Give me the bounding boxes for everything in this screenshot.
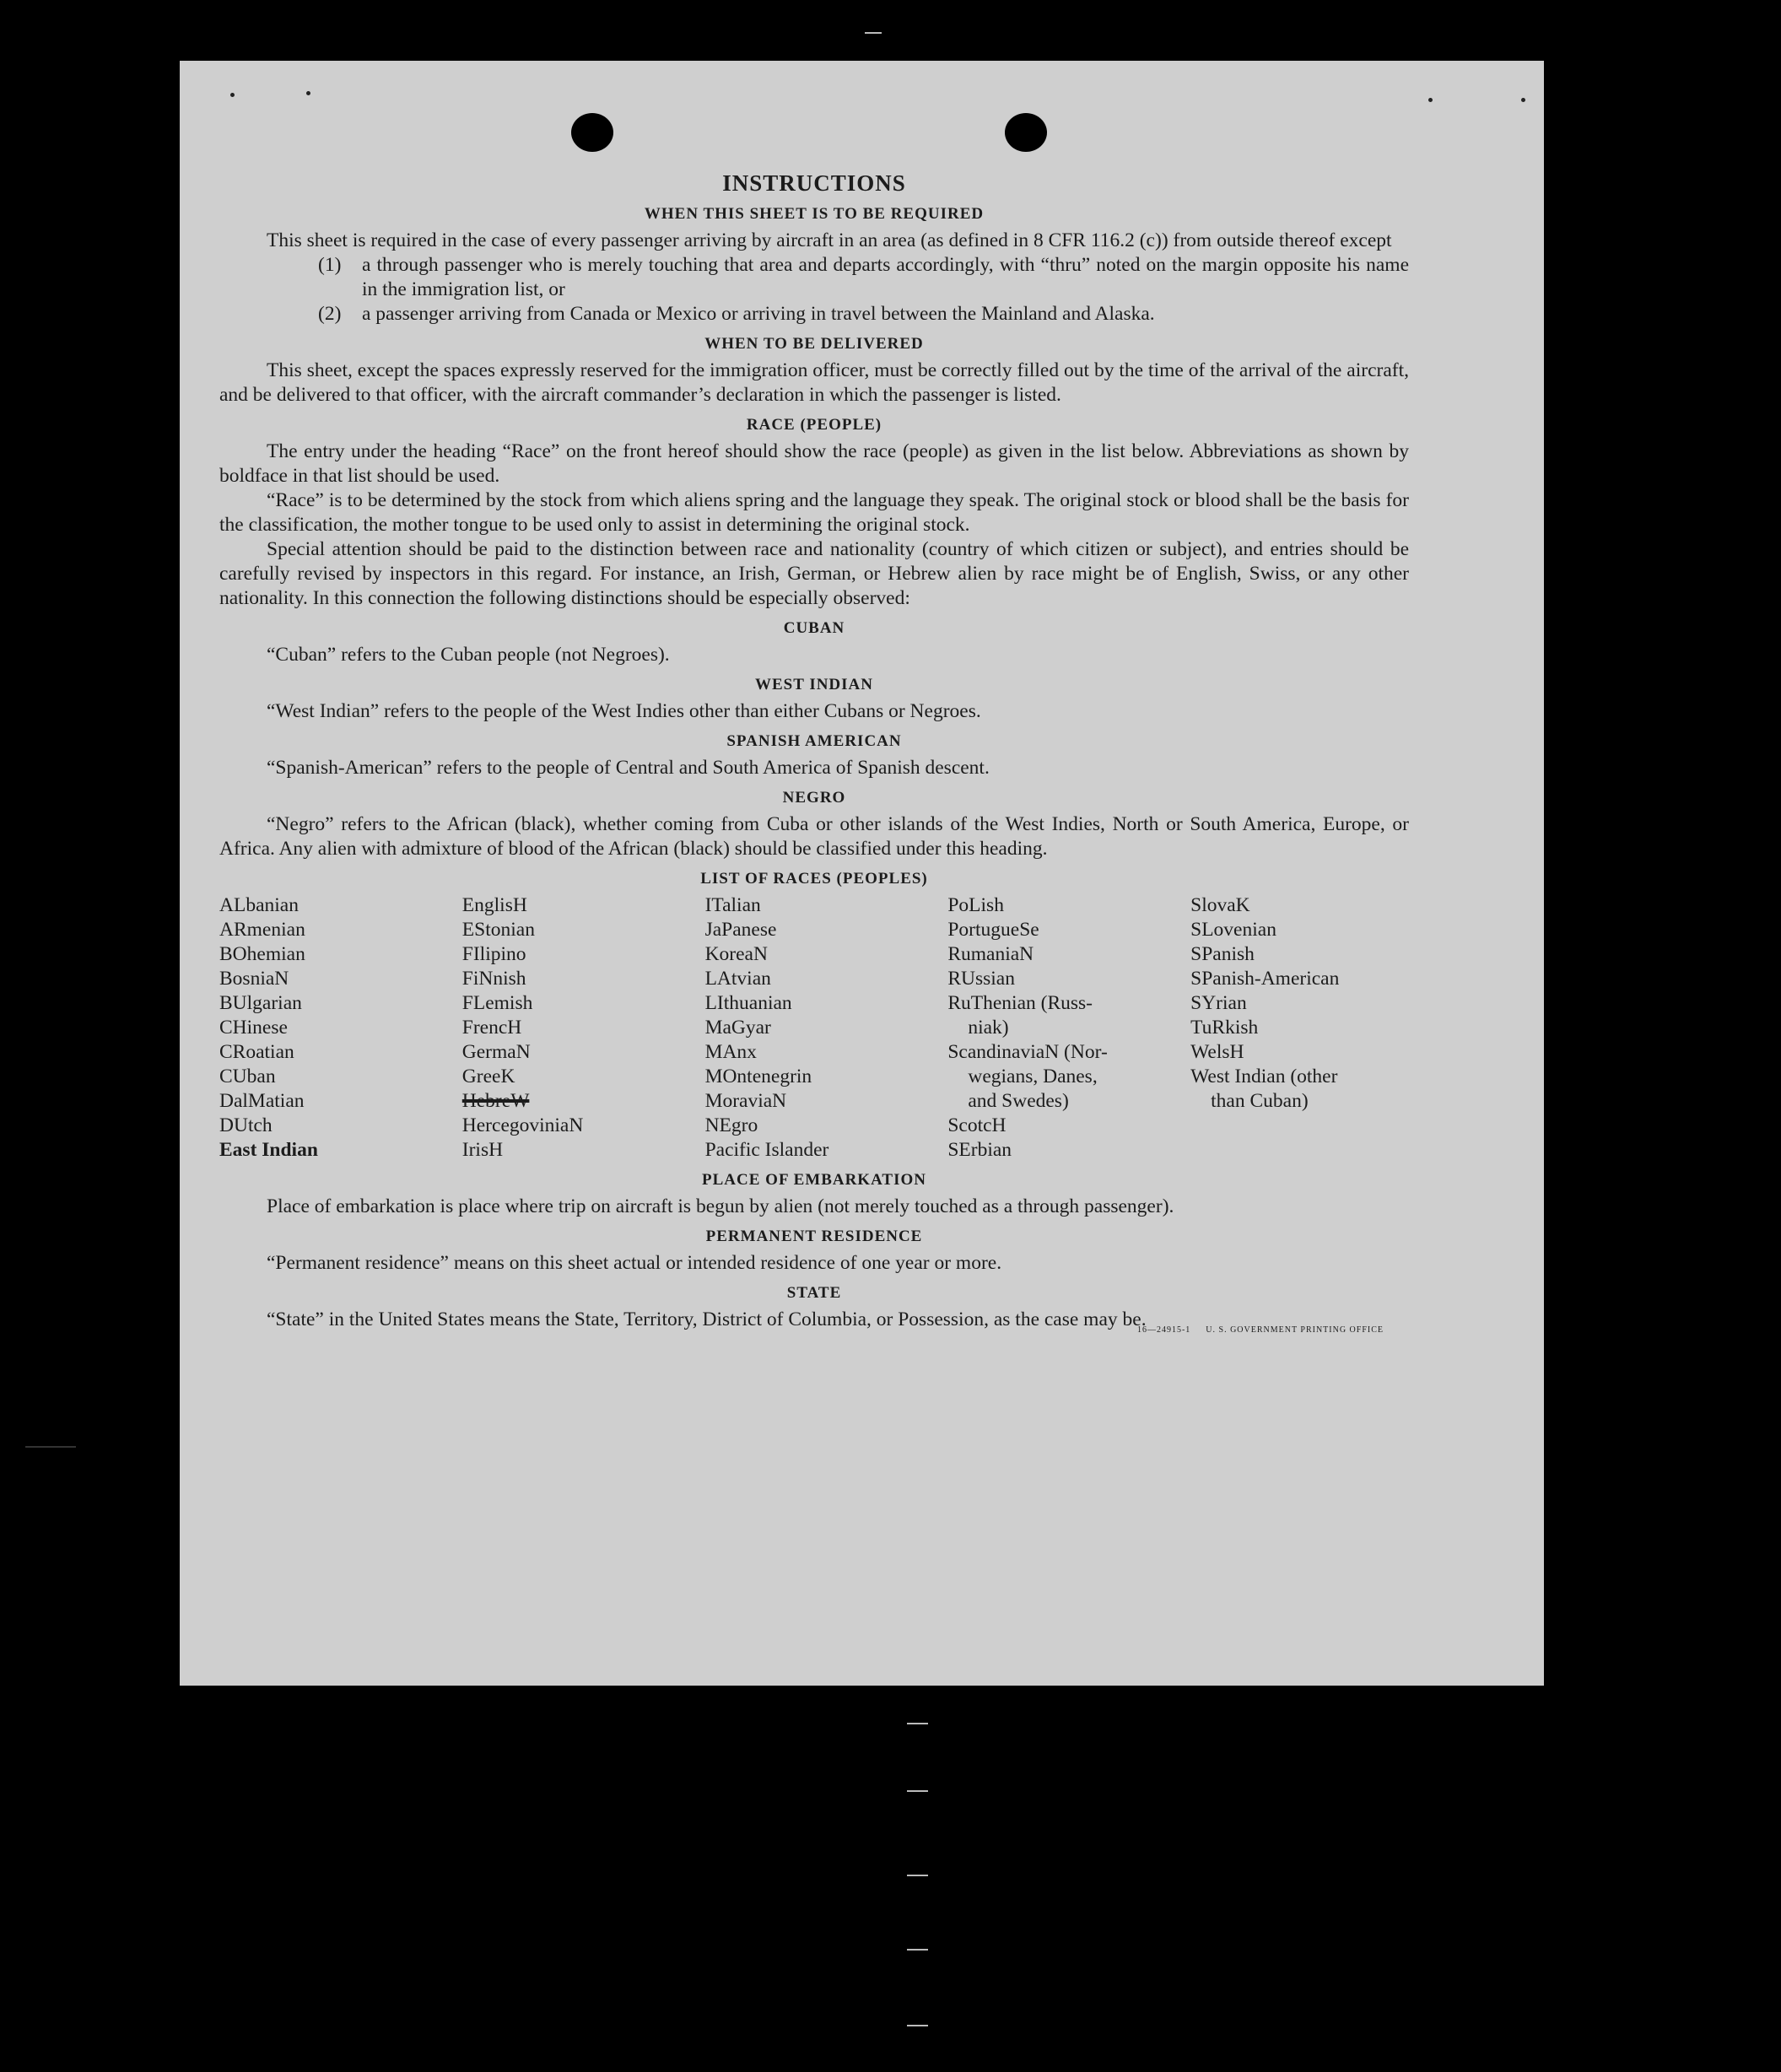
heading-west-indian: WEST INDIAN bbox=[755, 676, 873, 693]
heading-residence: PERMANENT RESIDENCE bbox=[705, 1228, 923, 1245]
race-entry: EStonian bbox=[461, 919, 535, 941]
race-entry: CHinese bbox=[219, 1017, 288, 1039]
printer-name: U. S. GOVERNMENT PRINTING OFFICE bbox=[1206, 1325, 1384, 1335]
race-entry: SLovenian bbox=[1190, 919, 1276, 941]
film-mark bbox=[907, 1790, 928, 1792]
race-entry: GermaN bbox=[461, 1041, 531, 1063]
heading-spanish-american: SPANISH AMERICAN bbox=[726, 732, 902, 750]
film-mark bbox=[907, 2025, 928, 2026]
heading-delivered: WHEN TO BE DELIVERED bbox=[704, 335, 924, 353]
race-entry: ITalian bbox=[704, 894, 761, 916]
document-sheet bbox=[180, 61, 1544, 1686]
heading-race: RACE (PEOPLE) bbox=[746, 416, 882, 434]
race-entry: MAnx bbox=[704, 1041, 757, 1063]
race-entry: FIlipino bbox=[461, 943, 526, 965]
race-entry: LAtvian bbox=[704, 968, 771, 990]
race-entry: RumaniaN bbox=[947, 943, 1034, 965]
race-entry: CUban bbox=[219, 1066, 276, 1087]
races-column-1 bbox=[219, 893, 462, 1163]
film-mark bbox=[907, 1875, 928, 1876]
film-mark bbox=[25, 1446, 76, 1448]
item-text: a through passenger who is merely touching that area and departs accordingly, with “thru” noted on the margin opposite his name in the immigration list, or bbox=[362, 254, 1409, 300]
race-entry: SYrian bbox=[1190, 992, 1247, 1014]
race-entry: KoreaN bbox=[704, 943, 768, 965]
race-entry: East Indian bbox=[219, 1139, 318, 1161]
race-entry: MaGyar bbox=[704, 1017, 771, 1039]
races-table bbox=[219, 893, 1409, 1163]
state-text: “State” in the United States means the State, Territory, District of Columbia, or Possession, as the case may be. bbox=[267, 1308, 1147, 1330]
race-entry: FLemish bbox=[461, 992, 533, 1014]
exception-item-2 bbox=[219, 302, 1409, 326]
speck bbox=[1521, 98, 1525, 102]
race-entry: BOhemian bbox=[219, 943, 305, 965]
race-entry: DUtch bbox=[219, 1114, 273, 1136]
race-entry: EnglisH bbox=[461, 894, 527, 916]
race-entry-continued: than Cuban) bbox=[1211, 1090, 1309, 1112]
race-entry-continued: and Swedes) bbox=[968, 1090, 1069, 1112]
race-entry: WelsH bbox=[1190, 1041, 1244, 1063]
heading-required: WHEN THIS SHEET IS TO BE REQUIRED bbox=[644, 205, 985, 223]
race-paragraph-1: The entry under the heading “Race” on the front hereof should show the race (people) as given in the list below. Abbreviations as shown by boldface in that list should be used. bbox=[219, 440, 1409, 487]
race-entry: SErbian bbox=[947, 1139, 1012, 1161]
race-entry: ScandinaviaN (Nor- bbox=[947, 1041, 1108, 1063]
race-entry-continued: niak) bbox=[968, 1017, 1009, 1039]
spanish-american-text: “Spanish-American” refers to the people of Central and South America of Spanish descent. bbox=[267, 757, 990, 779]
race-entry: West Indian (other bbox=[1190, 1066, 1338, 1087]
race-entry: IrisH bbox=[461, 1139, 504, 1161]
race-entry: TuRkish bbox=[1190, 1017, 1259, 1039]
race-entry: RUssian bbox=[947, 968, 1015, 990]
races-column-2 bbox=[462, 893, 705, 1163]
west-indian-text: “West Indian” refers to the people of the West Indies other than either Cubans or Negroes. bbox=[267, 700, 981, 722]
race-entry: MOntenegrin bbox=[704, 1066, 812, 1087]
heading-list-of-races: LIST OF RACES (PEOPLES) bbox=[700, 870, 928, 888]
punch-hole-right bbox=[1005, 113, 1047, 152]
required-intro: This sheet is required in the case of every passenger arriving by aircraft in an area (as defined in 8 CFR 116.2 (c)) from outside thereof except bbox=[267, 229, 1392, 251]
races-column-5 bbox=[1190, 893, 1409, 1163]
race-entry: PortugueSe bbox=[947, 919, 1039, 941]
film-mark bbox=[865, 32, 882, 34]
punch-hole-left bbox=[571, 113, 613, 152]
speck bbox=[1428, 98, 1433, 102]
residence-text: “Permanent residence” means on this sheet actual or intended residence of one year or more. bbox=[267, 1252, 1002, 1274]
races-column-4 bbox=[947, 893, 1190, 1163]
race-entry: BUlgarian bbox=[219, 992, 302, 1014]
heading-cuban: CUBAN bbox=[783, 619, 845, 637]
cuban-text: “Cuban” refers to the Cuban people (not Negroes). bbox=[267, 644, 670, 666]
race-entry: Pacific Islander bbox=[704, 1139, 829, 1161]
speck bbox=[306, 91, 310, 95]
race-entry: PoLish bbox=[947, 894, 1004, 916]
heading-embarkation: PLACE OF EMBARKATION bbox=[702, 1171, 926, 1189]
race-entry: BosniaN bbox=[219, 968, 289, 990]
exception-item-1 bbox=[219, 253, 1409, 302]
race-entry: FiNnish bbox=[461, 968, 526, 990]
heading-state: STATE bbox=[786, 1284, 842, 1302]
race-entry: ALbanian bbox=[219, 894, 299, 916]
race-entry: MoraviaN bbox=[704, 1090, 787, 1112]
race-entry-continued: wegians, Danes, bbox=[968, 1066, 1098, 1087]
race-entry: CRoatian bbox=[219, 1041, 294, 1063]
page-title: INSTRUCTIONS bbox=[722, 170, 906, 196]
race-entry: SPanish bbox=[1190, 943, 1255, 965]
race-entry: SPanish-American bbox=[1190, 968, 1340, 990]
race-entry: RuThenian (Russ- bbox=[947, 992, 1093, 1014]
race-paragraph-3: Special attention should be paid to the distinction between race and nationality (country of which citizen or subject), and entries should be carefully revised by inspectors in this regard. For instance, an Irish, German, or Hebrew alien by race might be of English, Swiss, or any other nationality. In this connection the following distinctions should be especially observed: bbox=[219, 538, 1409, 609]
race-entry-struck: HebreW bbox=[461, 1090, 530, 1112]
race-entry: DalMatian bbox=[219, 1090, 305, 1112]
race-entry: FrencH bbox=[461, 1017, 522, 1039]
races-column-3 bbox=[705, 893, 948, 1163]
item-text: a passenger arriving from Canada or Mexico or arriving in travel between the Mainland and Alaska. bbox=[362, 303, 1155, 325]
race-entry: ScotcH bbox=[947, 1114, 1007, 1136]
race-entry: HercegoviniaN bbox=[461, 1114, 584, 1136]
film-mark bbox=[907, 1949, 928, 1951]
item-number: (1) bbox=[318, 254, 342, 276]
race-entry: JaPanese bbox=[704, 919, 777, 941]
race-entry: SlovaK bbox=[1190, 894, 1250, 916]
race-paragraph-2: “Race” is to be determined by the stock from which aliens spring and the language they speak. The original stock or blood shall be the basis for the classification, the mother tongue to be used only to assist in determining the original stock. bbox=[219, 489, 1409, 536]
race-entry: NEgro bbox=[704, 1114, 758, 1136]
speck bbox=[230, 93, 235, 97]
delivered-text: This sheet, except the spaces expressly reserved for the immigration officer, must be correctly filled out by the time of the arrival of the aircraft, and be delivered to that officer, with the aircraft commander’s declaration in which the passenger is listed. bbox=[219, 359, 1409, 406]
negro-text: “Negro” refers to the African (black), whether coming from Cuba or other islands of the West Indies, North or South America, Europe, or Africa. Any alien with admixture of blood of the African (black) should be classified under this heading. bbox=[219, 813, 1409, 860]
embarkation-text: Place of embarkation is place where trip on aircraft is begun by alien (not merely touched as a through passenger). bbox=[267, 1195, 1174, 1217]
form-code: 16—24915-1 bbox=[1136, 1325, 1191, 1335]
item-number: (2) bbox=[318, 303, 342, 325]
race-entry: GreeK bbox=[461, 1066, 515, 1087]
film-mark bbox=[907, 1723, 928, 1724]
race-entry: ARmenian bbox=[219, 919, 305, 941]
race-entry: LIthuanian bbox=[704, 992, 792, 1014]
heading-negro: NEGRO bbox=[782, 789, 846, 807]
